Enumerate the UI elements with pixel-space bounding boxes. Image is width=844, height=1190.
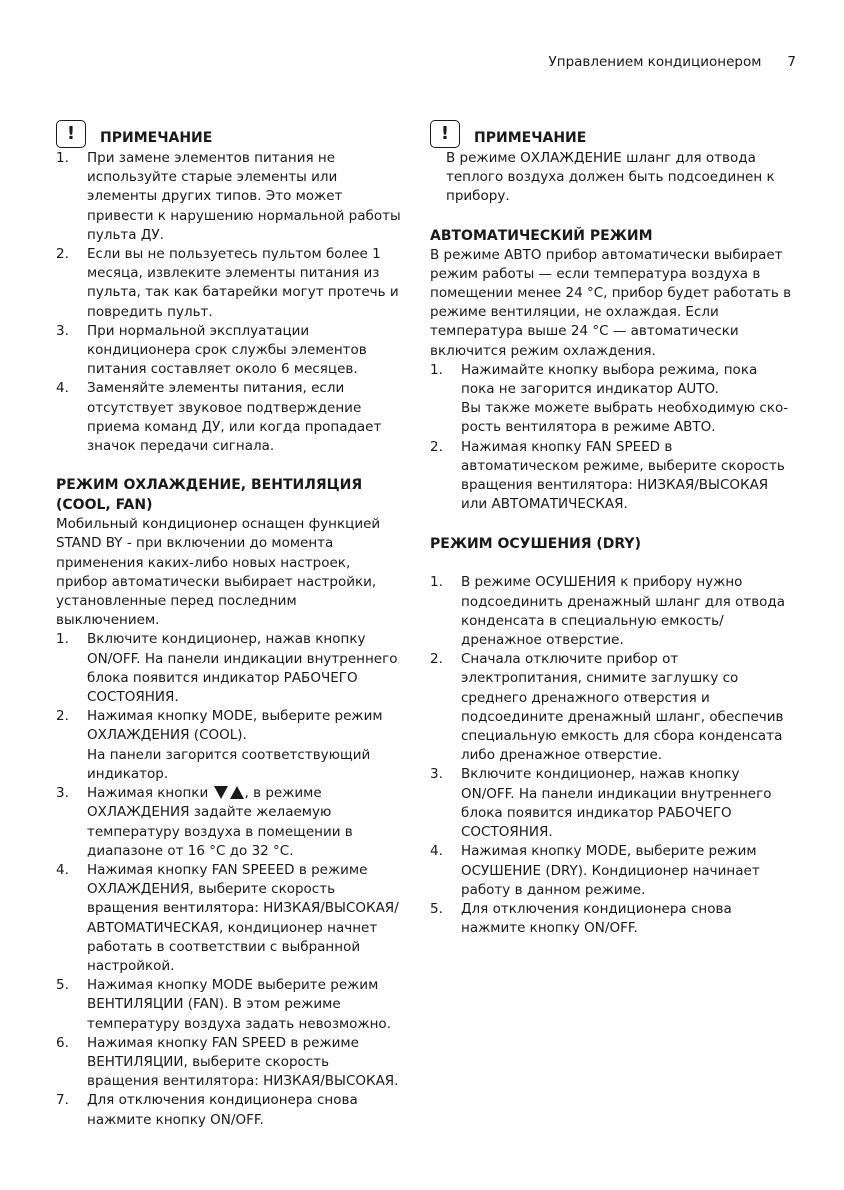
dry-list (430, 573, 792, 938)
note-header (56, 114, 404, 148)
list-item: 7. Для отключения кондиционера снова нажмите кнопку ON/OFF. (56, 1092, 358, 1128)
exclamation-icon: ! (56, 120, 86, 148)
list-item: 5. Нажимая кнопку MODE выберите режим ВЕНТИЛЯЦИИ (FAN). В этом режиме температуру воздуха задать невозможно. (56, 977, 391, 1032)
auto-section-heading: АВТОМАТИЧЕСКИЙ РЕЖИМ (430, 227, 653, 244)
list-item: 2. Сначала отключите прибор от электропитания, снимите заглушку со среднего дренажного отверстия и подсоедините дренажный шланг, обеспечив специальную емкость для сбора конденсата либо дренажное отверстие. (430, 651, 784, 764)
note-header (430, 114, 792, 148)
note-title: ПРИМЕЧАНИЕ (100, 130, 213, 146)
cool-list (56, 630, 404, 1129)
left-column (56, 114, 404, 1130)
list-item: 2. Если вы не пользуетесь пультом более 1 месяца, извлеките элементы питания из пульта, так как батарейки могут протечь и повредить пульт. (56, 246, 399, 320)
list-item: 4. Нажимая кнопку FAN SPEEED в режиме ОХЛАЖДЕНИЯ, выберите скорость вращения вентилятора: НИЗКАЯ/ВЫСОКАЯ/ АВТОМАТИЧЕСКАЯ, кондиционер начнет работать в соответствии с выбранной настройкой. (56, 861, 399, 974)
header-title: Управлением кондиционером (548, 54, 762, 70)
right-column (430, 114, 792, 938)
exclamation-icon: ! (430, 120, 460, 148)
dry-section-heading: РЕЖИМ ОСУШЕНИЯ (DRY) (430, 536, 641, 553)
list-item: 5. Для отключения кондиционера снова нажмите кнопку ON/OFF. (430, 900, 732, 937)
note-list (56, 149, 404, 456)
list-item: 3. При нормальной эксплуатации кондиционера срок службы элементов питания составляет около 6 месяцев. (56, 322, 367, 378)
list-item: 2. Нажимая кнопку FAN SPEED в автоматическом режиме, выберите скорость вращения вентилятора: НИЗКАЯ/ВЫСОКАЯ или АВТОМАТИЧЕСКАЯ. (430, 438, 785, 513)
page-header (549, 54, 796, 70)
list-item: 2. Нажимая кнопку MODE, выберите режим ОХЛАЖДЕНИЯ (COOL). На панели загорится соответствующий индикатор. (56, 708, 383, 782)
note-title: ПРИМЕЧАНИЕ (474, 130, 587, 146)
page-number: 7 (787, 54, 796, 70)
list-item: 4. Заменяйте элементы питания, если отсутствует звуковое подтверждение приема команд ДУ, или когда пропадает значок передачи сигнала. (56, 380, 382, 455)
auto-intro: В режиме АВТО прибор автоматически выбирает режим работы — если температура воздуха в помещении менее 24 °С, прибор будет работать в режиме вентиляции, не охлаждая. Если температура выше 24 °С — автоматически включится режим охлаждения. (430, 246, 792, 359)
list-item: 1. В режиме ОСУШЕНИЯ к прибору нужно подсоединить дренажный шланг для отвода конденсата в специальную емкость/ дренажное отверстие. (430, 574, 786, 649)
auto-list (430, 361, 792, 515)
list-item: 3. Включите кондиционер, нажав кнопку ON/OFF. На панели индикации внутреннего блока появится индикатор РАБОЧЕГО СОСТОЯНИЯ. (430, 766, 772, 841)
list-item: 4. Нажимая кнопку MODE, выберите режим ОСУШЕНИЕ (DRY). Кондиционер начинает работу в данном режиме. (430, 843, 760, 898)
list-item: 1. Нажимайте кнопку выбора режима, пока пока не загорится индикатор AUTO. Вы также можете выбрать необходимую ско- рость вентилятора в режиме АВТО. (430, 361, 789, 436)
list-item: 1. Включите кондиционер, нажав кнопку ON/OFF. На панели индикации внутреннего блока появится индикатор РАБОЧЕГО СОСТОЯНИЯ. (56, 631, 398, 706)
list-item: 6. Нажимая кнопку FAN SPEED в режиме ВЕНТИЛЯЦИИ, выберите скорость вращения вентилятора: НИЗКАЯ/ВЫСОКАЯ. (56, 1034, 399, 1090)
cool-intro: Мобильный кондиционер оснащен функцией STAND BY - при включении до момента применения каких-либо новых настроек, прибор автоматически выбирает настройки, установленные перед последним выключением. (56, 516, 381, 629)
triangle-down-icon (213, 785, 229, 800)
note-text: В режиме ОХЛАЖДЕНИЕ шланг для отвода теплого воздуха должен быть подсоединен к прибору. (446, 150, 775, 205)
triangle-up-icon (229, 785, 245, 800)
cool-section-heading: РЕЖИМ ОХЛАЖДЕНИЕ, ВЕНТИЛЯЦИЯ (COOL, FAN) (56, 477, 363, 514)
list-item: 3. Нажимая кнопки , в режиме ОХЛАЖДЕНИЯ задайте желаемую температуру воздуха в помещении в диапазоне от 16 °C до 32 °C. (56, 785, 353, 859)
list-item: 1. При замене элементов питания не используйте старые элементы или элементы других типов. Это может привести к нарушению нормальной работы пульта ДУ. (56, 150, 401, 243)
